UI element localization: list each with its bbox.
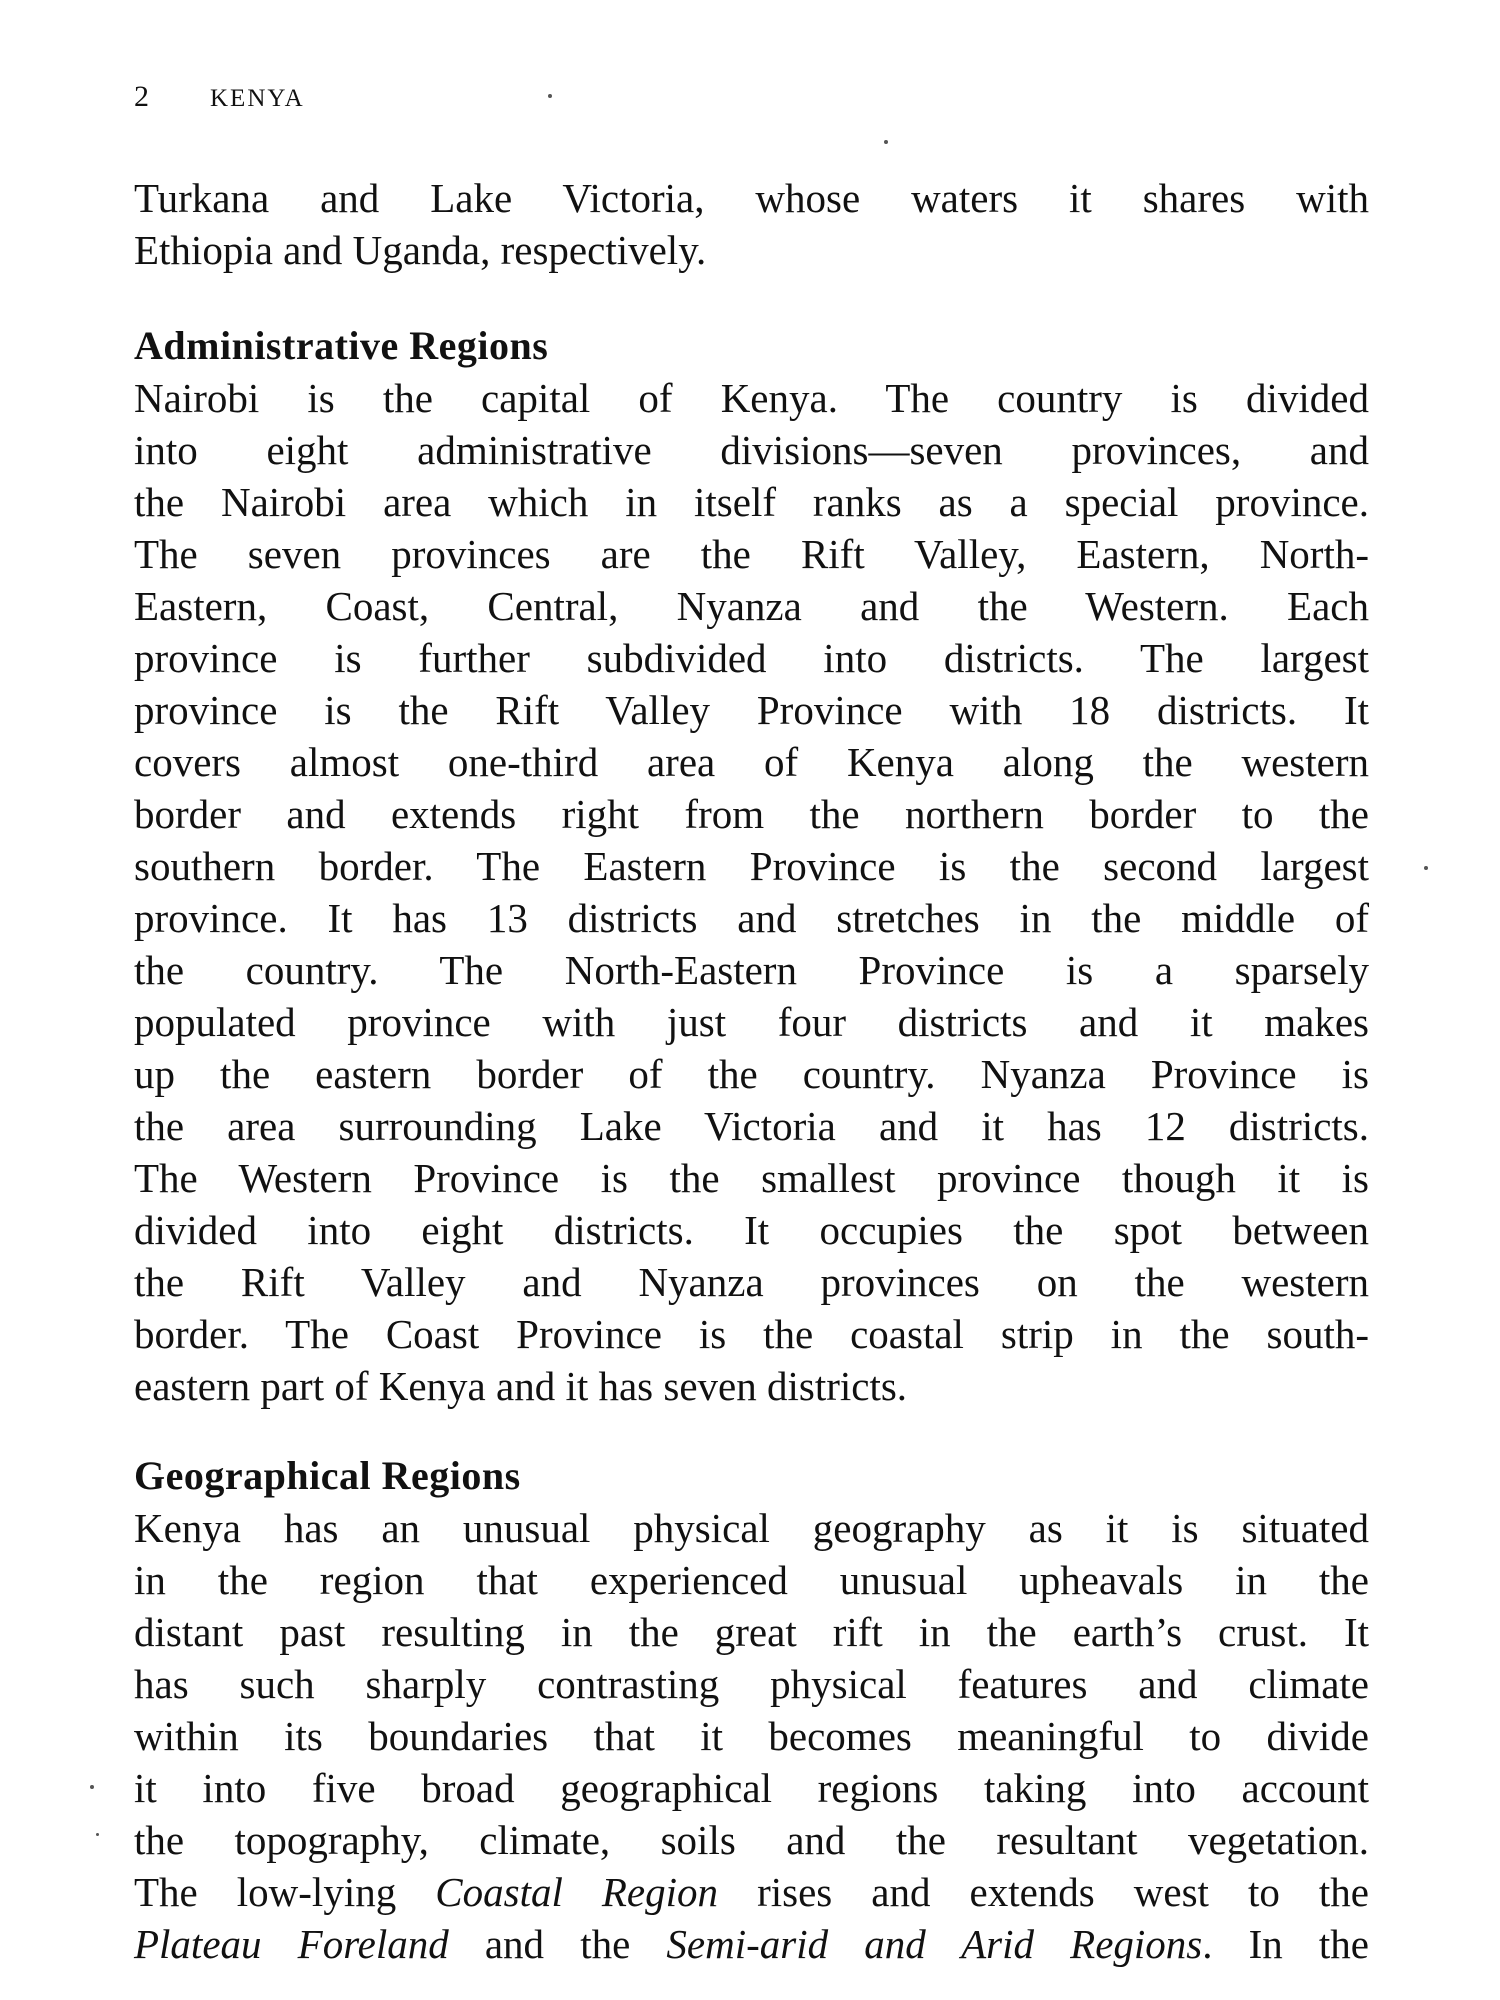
text-line: Kenya has an unusual physical geography as it is situated <box>134 1505 1369 1551</box>
scan-speck <box>90 1785 94 1789</box>
text-line: the country. The North-Eastern Province is a sparsely <box>134 947 1369 993</box>
text-line: eastern part of Kenya and it has seven districts. <box>134 1363 908 1409</box>
intro-paragraph <box>134 172 1369 276</box>
text-line: border and extends right from the northern border to the <box>134 791 1369 837</box>
text-line: Turkana and Lake Victoria, whose waters it shares with <box>134 175 1369 221</box>
text-line: the Rift Valley and Nyanza provinces on the western <box>134 1259 1369 1305</box>
text-line: province is further subdivided into districts. The largest <box>134 635 1369 681</box>
text-run: . In the <box>1202 1921 1370 1967</box>
text-line: province. It has 13 districts and stretches in the middle of <box>134 895 1369 941</box>
text-line: border. The Coast Province is the coastal strip in the south- <box>134 1311 1369 1357</box>
text-line: has such sharply contrasting physical features and climate <box>134 1661 1369 1707</box>
text-line: the area surrounding Lake Victoria and it has 12 districts. <box>134 1103 1369 1149</box>
administrative-regions-section <box>134 320 1369 1412</box>
section-heading: Administrative Regions <box>134 323 549 368</box>
text-run: rises and extends west to the <box>718 1869 1369 1915</box>
text-line: populated province with just four districts and it makes <box>134 999 1369 1045</box>
scan-speck <box>884 140 888 144</box>
italic-term: Coastal Region <box>435 1869 719 1915</box>
geographical-regions-section <box>134 1450 1369 1970</box>
text-line: The Western Province is the smallest province though it is <box>134 1155 1369 1201</box>
text-line: Eastern, Coast, Central, Nyanza and the Western. Each <box>134 583 1369 629</box>
text-line: within its boundaries that it becomes meaningful to divide <box>134 1713 1369 1759</box>
text-run: The low-lying <box>134 1869 436 1915</box>
text-line: Ethiopia and Uganda, respectively. <box>134 227 707 273</box>
running-head <box>134 80 305 120</box>
scan-speck <box>1424 866 1428 870</box>
text-line: divided into eight districts. It occupies the spot between <box>134 1207 1369 1253</box>
text-run: and the <box>448 1921 667 1967</box>
page-number: 2 <box>134 80 150 113</box>
section-heading: Geographical Regions <box>134 1453 521 1498</box>
text-line: into eight administrative divisions—seven provinces, and <box>134 427 1369 473</box>
italic-term: Plateau Foreland <box>134 1921 449 1967</box>
text-line <box>134 1918 1369 1970</box>
scan-speck <box>96 1833 99 1836</box>
text-line: the topography, climate, soils and the resultant vegetation. <box>134 1817 1369 1863</box>
text-line <box>134 1866 1369 1918</box>
text-line: the Nairobi area which in itself ranks as a special province. <box>134 479 1369 525</box>
text-line: up the eastern border of the country. Nyanza Province is <box>134 1051 1369 1097</box>
running-head-title: KENYA <box>210 85 305 112</box>
text-line: province is the Rift Valley Province with 18 districts. It <box>134 687 1369 733</box>
scan-speck <box>548 94 552 98</box>
text-line: The seven provinces are the Rift Valley, Eastern, North- <box>134 531 1369 577</box>
text-line: it into five broad geographical regions taking into account <box>134 1765 1369 1811</box>
text-line: distant past resulting in the great rift in the earth’s crust. It <box>134 1609 1369 1655</box>
text-line: southern border. The Eastern Province is the second largest <box>134 843 1369 889</box>
italic-term: Semi-arid and Arid Regions <box>666 1921 1203 1967</box>
text-line: covers almost one-third area of Kenya along the western <box>134 739 1369 785</box>
text-line: Nairobi is the capital of Kenya. The country is divided <box>134 375 1369 421</box>
text-line: in the region that experienced unusual upheavals in the <box>134 1557 1369 1603</box>
